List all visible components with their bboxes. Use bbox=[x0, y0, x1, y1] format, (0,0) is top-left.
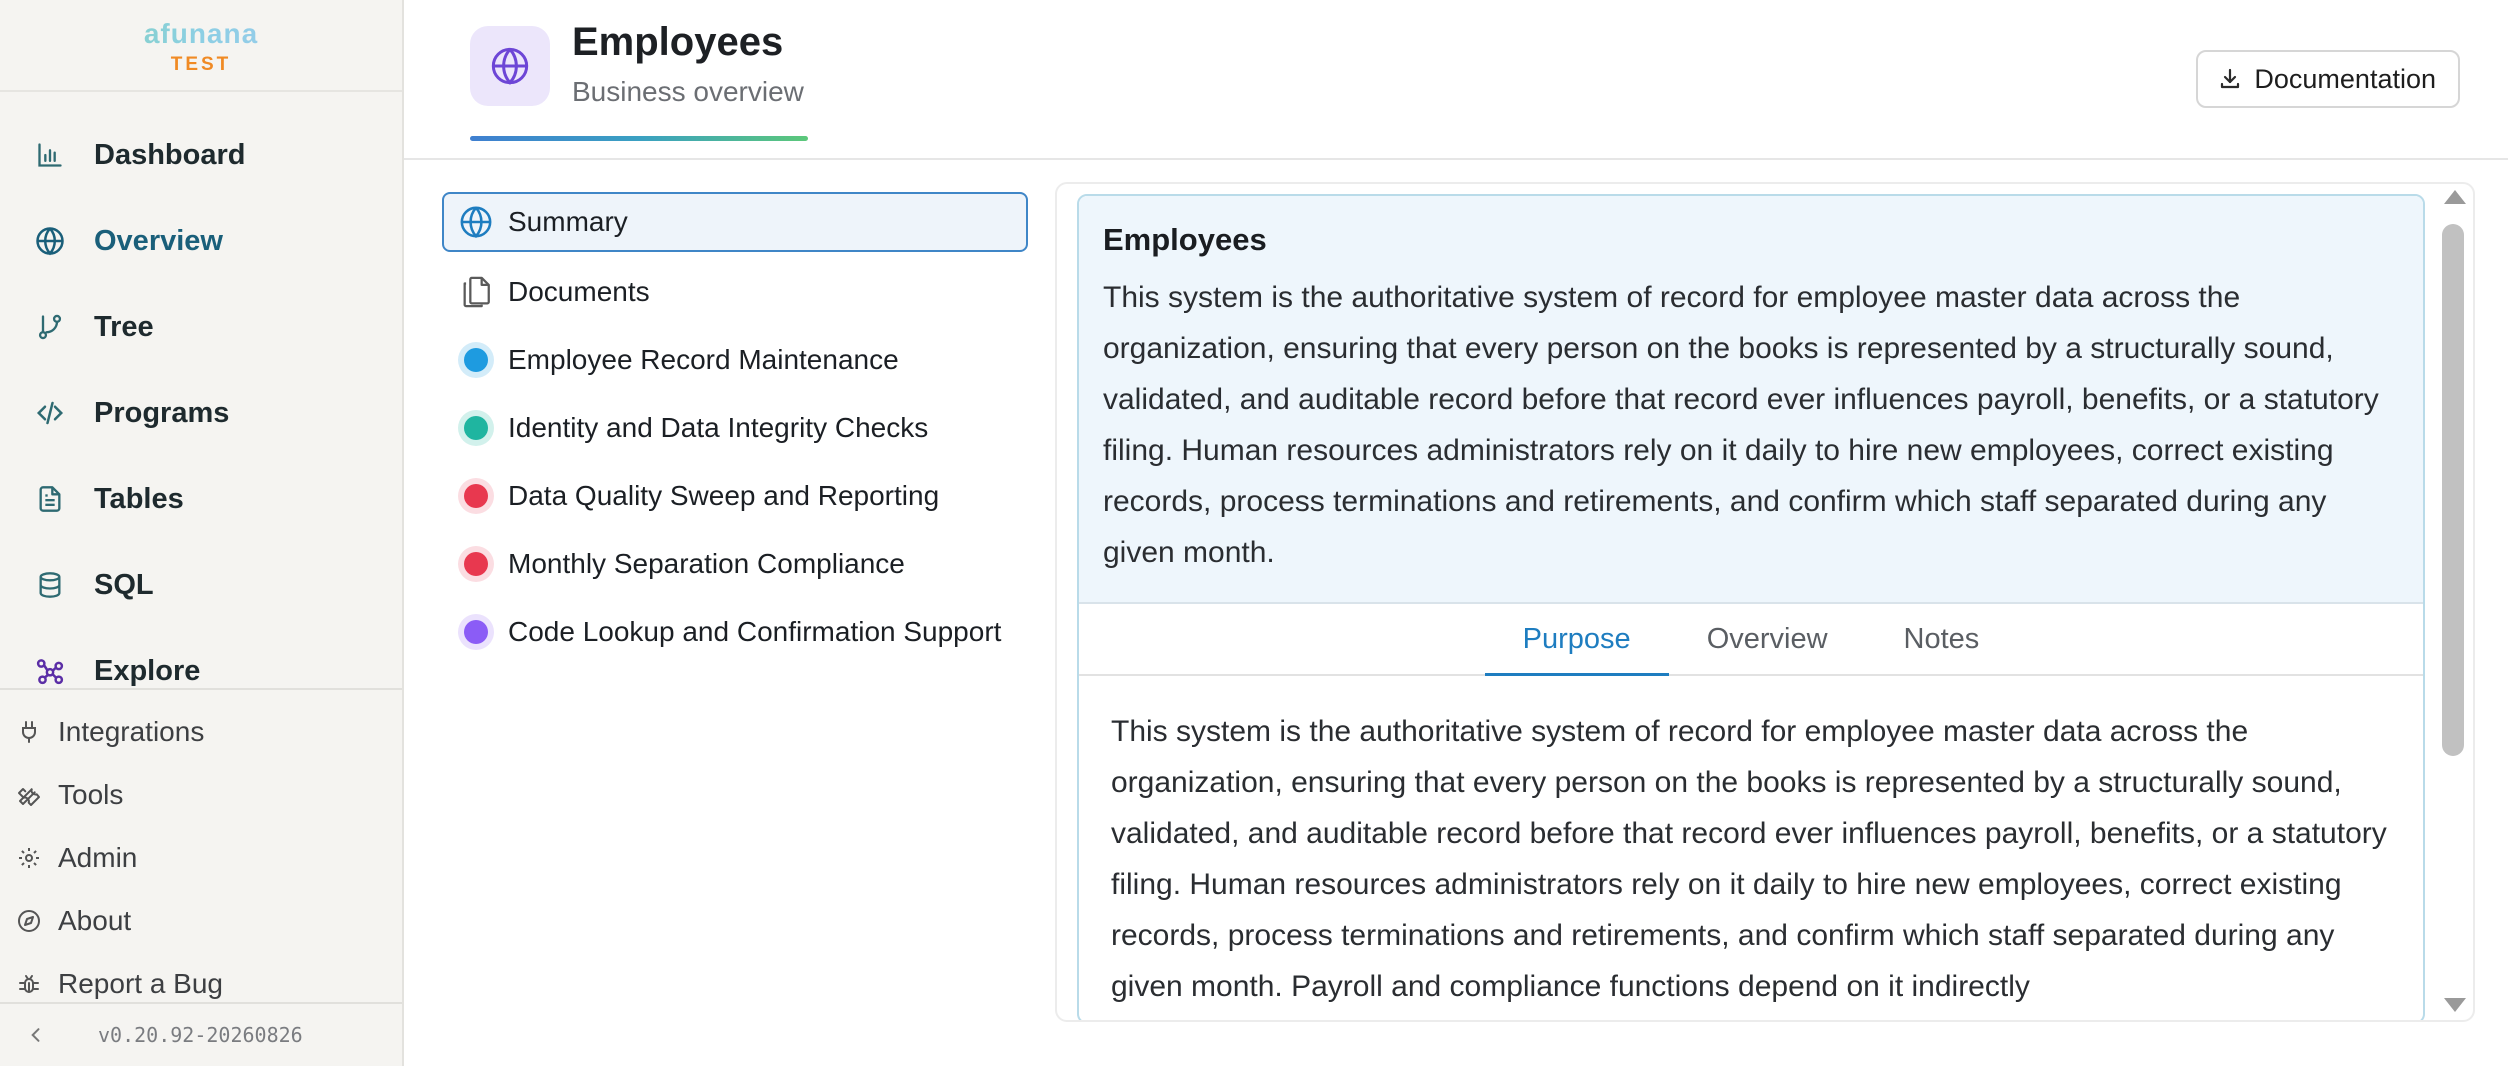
summary-card bbox=[1077, 194, 2425, 1022]
plug-icon bbox=[16, 719, 42, 745]
main-nav bbox=[0, 92, 402, 714]
bar-chart-icon bbox=[34, 139, 66, 171]
title-underline bbox=[470, 136, 808, 141]
summary-header bbox=[1079, 196, 2423, 604]
status-dot-icon bbox=[458, 614, 494, 650]
section-label: Monthly Separation Compliance bbox=[508, 548, 905, 579]
nav-about-label: About bbox=[58, 904, 132, 936]
section-list bbox=[442, 192, 1028, 666]
nav-overview-label: Overview bbox=[94, 224, 223, 257]
nav-tree[interactable] bbox=[0, 284, 402, 370]
bug-icon bbox=[16, 971, 42, 997]
tab-notes[interactable]: Notes bbox=[1903, 622, 1980, 655]
section-label: Identity and Data Integrity Checks bbox=[508, 412, 929, 443]
download-icon bbox=[2216, 65, 2244, 93]
nav-overview[interactable] bbox=[0, 198, 402, 284]
nav-admin-label: Admin bbox=[58, 841, 138, 873]
brand-name: afunana bbox=[0, 18, 402, 50]
page-title: Employees bbox=[572, 20, 784, 64]
nav-admin[interactable] bbox=[0, 826, 402, 889]
graph-icon bbox=[34, 655, 66, 687]
wrench-icon bbox=[16, 782, 42, 808]
section-employee-record-maintenance[interactable] bbox=[442, 326, 1028, 394]
scroll-down-arrow[interactable] bbox=[2444, 998, 2466, 1012]
summary-text: This system is the authoritative system of record for employee master data across the organization, ensuring that every person on the books is represented by a structurally sound, validated, and auditable record before that record ever influences payroll, benefits, or a statutory filing. Human resources administrators rely on it daily to hire new employees, correct existing records, process terminations and retirements, and confirm which staff separated during any given month. bbox=[1103, 281, 2379, 569]
status-dot-icon bbox=[458, 546, 494, 582]
nav-tools-label: Tools bbox=[58, 778, 124, 810]
page-header bbox=[404, 0, 2508, 160]
section-monthly-separation[interactable] bbox=[442, 530, 1028, 598]
nav-integrations-label: Integrations bbox=[58, 715, 205, 747]
section-label: Data Quality Sweep and Reporting bbox=[508, 480, 940, 511]
nav-integrations[interactable] bbox=[0, 700, 402, 763]
globe-icon bbox=[34, 225, 66, 257]
status-dot-icon bbox=[458, 410, 494, 446]
nav-tools[interactable] bbox=[0, 763, 402, 826]
status-dot-icon bbox=[458, 342, 494, 378]
tab-overview[interactable]: Overview bbox=[1706, 622, 1828, 655]
content-panel bbox=[1055, 182, 2475, 1022]
section-identity-integrity-checks[interactable] bbox=[442, 394, 1028, 462]
nav-report-bug-label: Report a Bug bbox=[58, 967, 223, 999]
nav-sql[interactable] bbox=[0, 542, 402, 628]
nav-dashboard[interactable] bbox=[0, 112, 402, 198]
sidebar bbox=[0, 0, 404, 1066]
brand-logo[interactable] bbox=[0, 0, 402, 92]
nav-explore-label: Explore bbox=[94, 654, 201, 687]
summary-tabs bbox=[1079, 604, 2423, 676]
nav-tables-label: Tables bbox=[94, 482, 184, 515]
nav-about[interactable] bbox=[0, 889, 402, 952]
section-documents[interactable] bbox=[442, 258, 1028, 326]
gear-icon bbox=[16, 845, 42, 871]
scrollbar-thumb[interactable] bbox=[2442, 224, 2464, 756]
status-dot-icon bbox=[458, 478, 494, 514]
code-icon bbox=[34, 397, 66, 429]
brand-environment: TEST bbox=[170, 54, 232, 75]
nav-programs[interactable] bbox=[0, 370, 402, 456]
section-summary[interactable] bbox=[442, 192, 1028, 252]
documents-icon bbox=[458, 274, 494, 310]
document-icon bbox=[34, 483, 66, 515]
chevron-left-icon[interactable] bbox=[16, 1015, 56, 1055]
sidebar-footer bbox=[0, 1002, 402, 1066]
scroll-up-arrow[interactable] bbox=[2444, 190, 2466, 204]
nav-tables[interactable] bbox=[0, 456, 402, 542]
nav-sql-label: SQL bbox=[94, 568, 154, 601]
nav-tree-label: Tree bbox=[94, 310, 154, 343]
summary-title: Employees bbox=[1103, 222, 1267, 257]
section-documents-label: Documents bbox=[508, 276, 650, 307]
compass-icon bbox=[16, 908, 42, 934]
page-subtitle: Business overview bbox=[572, 76, 804, 107]
section-data-quality-sweep[interactable] bbox=[442, 462, 1028, 530]
tab-purpose[interactable]: Purpose bbox=[1485, 604, 1669, 674]
section-label: Code Lookup and Confirmation Support bbox=[508, 616, 1002, 647]
tab-content: This system is the authoritative system of record for employee master data across the organization, ensuring that every person on the books is represented by a structurally sound, validated, and auditable record before that record ever influences payroll, benefits, or a statutory filing. Human resources administrators rely on it daily to hire new employees, correct existing records, process terminations and retirements, and confirm which staff separated during any given month. Payroll and compliance functions depend on it indirectly bbox=[1111, 715, 2387, 1003]
documentation-button[interactable] bbox=[2196, 50, 2460, 108]
nav-dashboard-label: Dashboard bbox=[94, 138, 246, 171]
section-code-lookup[interactable] bbox=[442, 598, 1028, 666]
globe-icon bbox=[470, 26, 550, 106]
documentation-button-label: Documentation bbox=[2254, 63, 2436, 94]
version-label: v0.20.92-20260826 bbox=[98, 1023, 303, 1047]
database-icon bbox=[34, 569, 66, 601]
globe-icon bbox=[458, 204, 494, 240]
nav-programs-label: Programs bbox=[94, 396, 230, 429]
scrollbar[interactable] bbox=[2435, 184, 2473, 1022]
section-label: Employee Record Maintenance bbox=[508, 344, 899, 375]
section-summary-label: Summary bbox=[508, 206, 628, 237]
nav-divider bbox=[0, 688, 402, 690]
branch-icon bbox=[34, 311, 66, 343]
secondary-nav bbox=[0, 700, 402, 1015]
